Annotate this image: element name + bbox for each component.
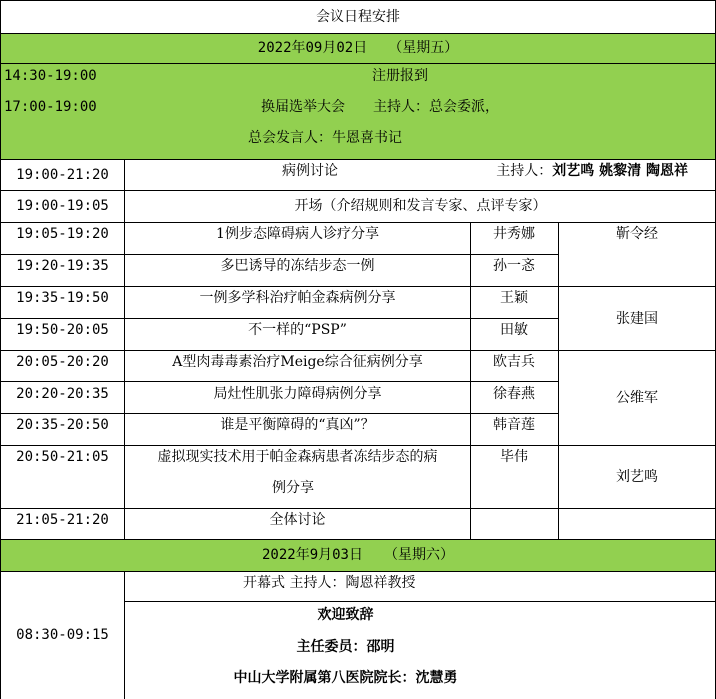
row-time-text: 19:00-19:05 xyxy=(16,198,109,214)
table-border xyxy=(125,601,716,602)
row-topic-text: 开场（介绍规则和发言专家、点评专家） xyxy=(294,198,547,214)
table-border xyxy=(558,222,559,539)
row-topic-text: 虚拟现实技术用于帕金森病患者冻结步态的病 xyxy=(157,449,438,465)
reviewer-cell xyxy=(558,223,716,245)
table-border xyxy=(124,571,125,699)
table-row-topic xyxy=(125,509,470,531)
registration-label-text: 注册报到 xyxy=(372,68,428,84)
row-speaker-text: 毕伟 xyxy=(500,449,528,465)
table-row-time xyxy=(2,351,123,373)
row-topic-text: 1例步态障碍病人诊疗分享 xyxy=(216,226,379,242)
speaker-label-text: 总会发言人：牛恩喜书记 xyxy=(248,130,402,146)
row-topic-text: 不一样的“PSP” xyxy=(248,322,347,338)
row-topic-text: 全体讨论 xyxy=(269,512,326,528)
committee-chair-text: 主任委员：邵明 xyxy=(296,639,395,655)
table-border xyxy=(0,0,716,1)
table-row-speaker xyxy=(470,287,558,309)
table-border xyxy=(0,0,1,699)
row-topic-text: 多巴诱导的冻结步态一例 xyxy=(220,258,375,274)
table-row-time xyxy=(2,319,123,341)
row-speaker-text: 徐春燕 xyxy=(493,386,535,402)
table-border xyxy=(0,571,716,572)
table-row-time xyxy=(2,383,123,405)
table-border xyxy=(0,222,716,223)
reviewer-name: 公维军 xyxy=(616,389,658,406)
table-row-topic xyxy=(125,351,470,373)
table-row-speaker xyxy=(470,414,558,436)
block-time-2 xyxy=(4,96,104,118)
row-speaker-text: 王颖 xyxy=(500,290,528,306)
row-time-text: 20:05-20:20 xyxy=(16,354,109,370)
day2-date xyxy=(0,539,716,571)
table-row-topic xyxy=(125,223,470,245)
table-row-time xyxy=(2,509,123,531)
table-border xyxy=(0,33,716,34)
reviewer-name: 靳令经 xyxy=(616,226,658,242)
row-time-text: 20:20-20:35 xyxy=(16,386,109,402)
speaker-label xyxy=(200,127,460,149)
block-time-1 xyxy=(4,65,104,87)
discussion-time-text: 19:00-21:20 xyxy=(16,167,109,183)
registration-label xyxy=(300,65,500,87)
table-row-speaker xyxy=(470,351,558,373)
row-time-text: 20:35-20:50 xyxy=(16,417,109,433)
row-topic-text: 一例多学科治疗帕金森病例分享 xyxy=(199,290,396,306)
row-speaker-text: 孙一忞 xyxy=(493,258,535,274)
table-row-topic xyxy=(125,255,470,277)
election-meeting-label-text: 换届选举大会 主持人：总会委派， xyxy=(261,99,499,115)
row-speaker-text: 井秀娜 xyxy=(493,226,535,242)
row-time-text: 19:35-19:50 xyxy=(16,290,109,306)
reviewer-cell xyxy=(558,445,716,508)
table-row-topic xyxy=(125,287,470,309)
row-speaker-text: 韩音莲 xyxy=(493,417,535,433)
page-title-text: 会议日程安排 xyxy=(316,8,400,25)
table-row-topic xyxy=(125,414,470,436)
page-title xyxy=(0,0,716,33)
day2-time xyxy=(2,571,123,699)
row-time-text: 20:50-21:05 xyxy=(16,449,109,465)
row-topic-text: 例分享 xyxy=(272,480,314,496)
row-topic-text: A型肉毒毒素治疗Meige综合征病例分享 xyxy=(172,354,423,370)
reviewer-name: 刘艺鸣 xyxy=(616,468,658,485)
row-time-text: 19:05-19:20 xyxy=(16,226,109,242)
table-border xyxy=(0,286,716,287)
table-border xyxy=(0,254,558,255)
day2-time-text: 08:30-09:15 xyxy=(16,627,109,643)
discussion-time xyxy=(2,160,123,190)
discussion-topic-text: 病例讨论 xyxy=(282,163,338,179)
table-row-time xyxy=(2,414,123,436)
discussion-topic xyxy=(210,160,410,182)
table-border xyxy=(0,539,716,540)
hospital-dean xyxy=(125,667,566,689)
row-speaker-text: 欧吉兵 xyxy=(493,354,535,370)
election-meeting-label xyxy=(200,96,560,118)
row-topic-text: 局灶性肌张力障碍病例分享 xyxy=(213,386,382,402)
table-border xyxy=(0,318,558,319)
reviewer-cell xyxy=(558,287,716,350)
block-time-1-text: 14:30-19:00 xyxy=(4,68,97,84)
table-row-speaker xyxy=(470,319,558,341)
table-border xyxy=(0,508,716,509)
welcome-speech-text: 欢迎致辞 xyxy=(317,607,374,623)
day2-date-text: 2022年9月03日 （星期六） xyxy=(261,547,454,563)
table-row-speaker xyxy=(470,223,558,245)
day1-date xyxy=(0,33,716,63)
table-row-topic xyxy=(125,191,716,221)
table-row-speaker xyxy=(470,255,558,277)
table-row-speaker xyxy=(470,446,558,468)
hospital-dean-text: 中山大学附属第八医院院长：沈慧勇 xyxy=(233,670,458,686)
table-row-speaker xyxy=(470,383,558,405)
table-row-time xyxy=(2,255,123,277)
discussion-host-label: 主持人： xyxy=(496,163,553,179)
table-row-topic xyxy=(125,446,470,468)
row-time-text: 21:05-21:20 xyxy=(16,512,109,528)
welcome-speech xyxy=(125,604,566,626)
opening-ceremony xyxy=(125,572,716,594)
day1-date-text: 2022年09月02日 （星期五） xyxy=(257,40,459,56)
reviewer-cell xyxy=(558,350,716,445)
row-time-text: 19:20-19:35 xyxy=(16,258,109,274)
row-time-text: 19:50-20:05 xyxy=(16,322,109,338)
block-time-2-text: 17:00-19:00 xyxy=(4,99,97,115)
opening-ceremony-text: 开幕式 主持人：陶恩祥教授 xyxy=(243,575,416,591)
table-border xyxy=(470,222,471,539)
table-border xyxy=(124,159,125,539)
reviewer-name: 张建国 xyxy=(616,310,658,327)
table-border xyxy=(0,350,716,351)
table-row-topic xyxy=(125,383,470,405)
table-border xyxy=(0,63,716,64)
committee-chair xyxy=(125,636,566,658)
table-row-time xyxy=(2,191,123,221)
table-row-time xyxy=(2,287,123,309)
discussion-host-names: 刘艺鸣 姚黎清 陶恩祥 xyxy=(552,163,688,179)
table-row-time xyxy=(2,446,123,468)
table-row-time xyxy=(2,223,123,245)
table-row-topic xyxy=(125,319,470,341)
row-topic-text: 谁是平衡障碍的“真凶”？ xyxy=(220,417,375,433)
table-border xyxy=(0,381,558,382)
row-speaker-text: 田敏 xyxy=(500,322,528,338)
discussion-host xyxy=(440,160,716,182)
table-row-topic-cont xyxy=(125,477,470,499)
table-border xyxy=(0,159,716,160)
table-border xyxy=(0,190,716,191)
table-border xyxy=(0,413,558,414)
table-border xyxy=(0,445,716,446)
